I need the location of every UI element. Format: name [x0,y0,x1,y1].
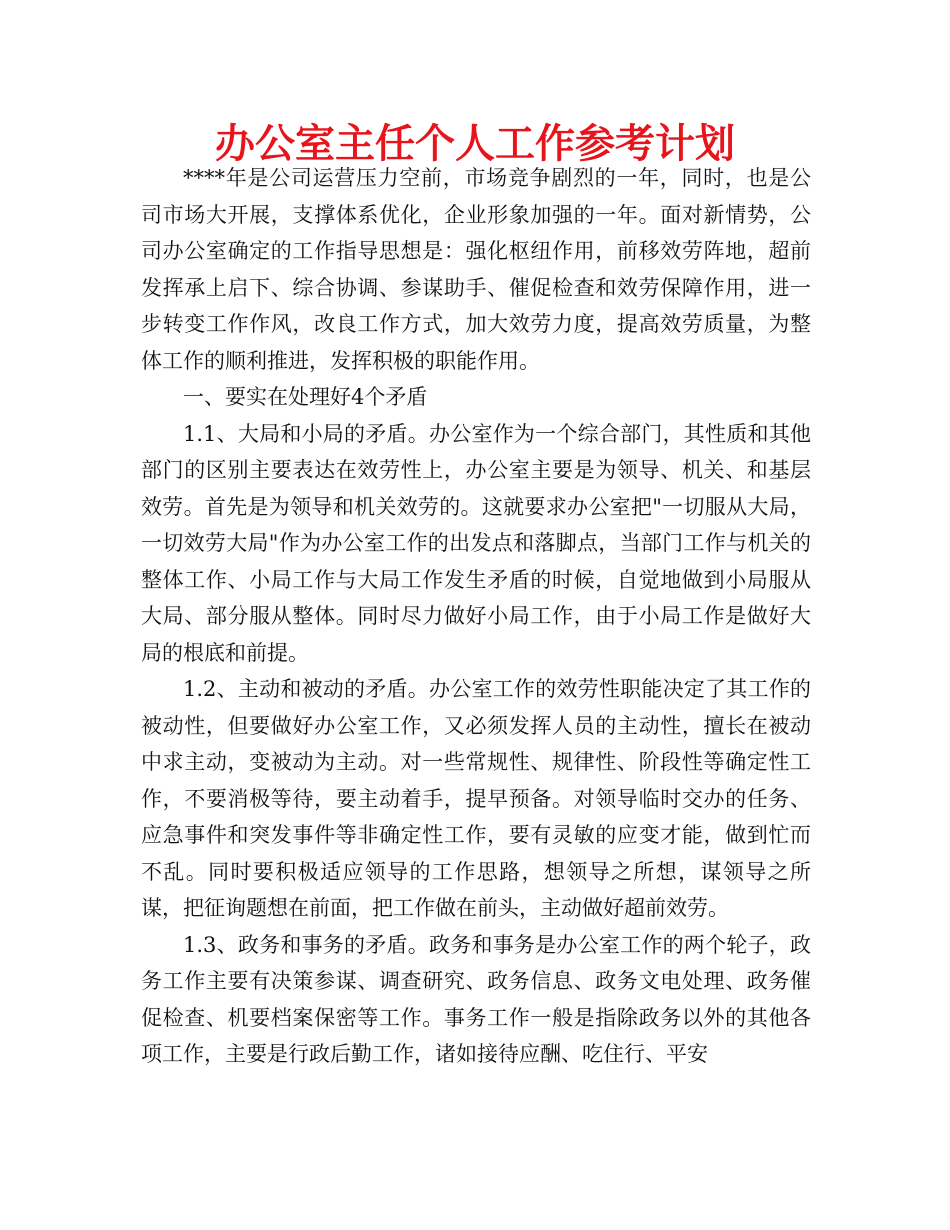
paragraph-1-3: 1.3、政务和事务的矛盾。政务和事务是办公室工作的两个轮子，政务工作主要有决策参谋、调查研究、政务信息、政务文电处理、政务催促检查、机要档案保密等工作。事务工作一般是指除政务以外的其他各项工作，主要是行政后勤工作，诸如接待应酬、吃住行、平安 [141,932,811,1066]
document-body [141,160,811,1073]
paragraph-1-1: 1.1、大局和小局的矛盾。办公室作为一个综合部门，其性质和其他部门的区别主要表达在效劳性上，办公室主要是为领导、机关、和基层效劳。首先是为领导和机关效劳的。这就要求办公室把"一切服从大局，一切效劳大局"作为办公室工作的出发点和落脚点，当部门工作与机关的整体工作、小局工作与大局工作发生矛盾的时候，自觉地做到小局服从大局、部分服从整体。同时尽力做好小局工作，由于小局工作是做好大局的根底和前提。 [141,421,811,665]
section-heading-1: 一、要实在处理好4个矛盾 [183,385,428,409]
paragraph-intro: ****年是公司运营压力空前，市场竞争剧烈的一年，同时，也是公司市场大开展，支撑体系优化，企业形象加强的一年。面对新情势，公司办公室确定的工作指导思想是：强化枢纽作用，前移效劳阵地，超前发挥承上启下、综合协调、参谋助手、催促检查和效劳保障作用，进一步转变工作作风，改良工作方式，加大效劳力度，提高效劳质量，为整体工作的顺利推进，发挥积极的职能作用。 [141,166,811,373]
paragraph-1-2: 1.2、主动和被动的矛盾。办公室工作的效劳性职能决定了其工作的被动性，但要做好办公室工作，又必须发挥人员的主动性，擅长在被动中求主动，变被动为主动。对一些常规性、规律性、阶段性等确定性工作，不要消极等待，要主动着手，提早预备。对领导临时交办的任务、应急事件和突发事件等非确定性工作，要有灵敏的应变才能，做到忙而不乱。同时要积极适应领导的工作思路，想领导之所想，谋领导之所谋，把征询题想在前面，把工作做在前头，主动做好超前效劳。 [141,677,811,920]
document-title: 办公室主任个人工作参考计划 [215,121,735,167]
